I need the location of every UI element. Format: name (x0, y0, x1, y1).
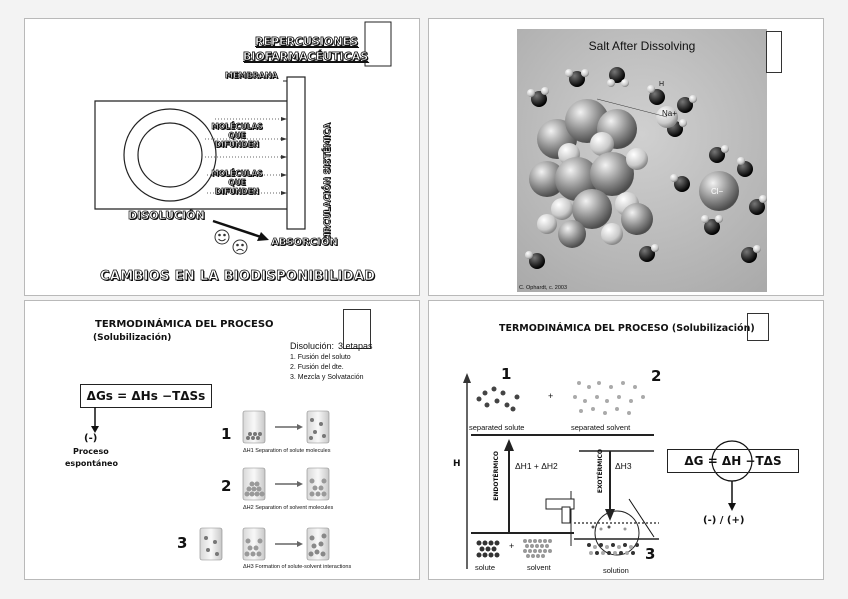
happy-face-icon (215, 230, 229, 244)
step-2: 2. Fusión del dte. (290, 364, 344, 371)
endotermico-label: ENDOTÉRMICO (493, 451, 500, 501)
slide1-footer: CAMBIOS EN LA BIODISPONIBILIDAD (100, 269, 376, 284)
salt-molecules-illustration (517, 29, 767, 292)
proceso-label: Proceso (73, 447, 109, 456)
circulacion-label: CIRCULACIÓN SISTÉMICA (323, 123, 333, 243)
moleculas-label-2: MOLÉCULAS QUE DIFUNDEN (211, 169, 263, 196)
delta-h3-label: ΔH3 (615, 461, 632, 471)
gibbs-equation-box: ΔGs = ΔHs −TΔSs (80, 384, 212, 408)
solvent-label: solvent (527, 563, 551, 572)
hydrogen-label: H (659, 81, 665, 88)
plus-sign-top: + (548, 391, 554, 401)
plus-sign-bottom: + (509, 541, 515, 551)
solute-label: solute (475, 563, 496, 572)
enthalpy-diagram (429, 301, 824, 580)
slide2-title: Salt After Dissolving (588, 39, 696, 53)
beaker-row-1 (243, 411, 329, 443)
separated-solute-label: separated solute (469, 423, 525, 432)
membrana-label: MEMBRANA (225, 71, 278, 80)
sad-face-icon (233, 240, 247, 254)
row-number-2: 2 (221, 477, 232, 495)
slide3-title: TERMODINÁMICA DEL PROCESO (95, 319, 274, 330)
absorcion-label: ABSORCIÓN (271, 237, 338, 248)
arrow-down-icon (90, 407, 100, 433)
stage-number-3: 3 (645, 545, 656, 563)
solution-label: solution (603, 566, 629, 575)
espontaneo-label: espontáneo (65, 459, 118, 468)
cl-ion-label: Cl− (711, 187, 724, 196)
slide-salt-dissolving[interactable] (428, 18, 824, 296)
disolucion-label: DISOLUCIÓN (128, 209, 205, 222)
row-caption-2: ΔH2 Separation of solvent molecules (243, 505, 334, 511)
slide4-title: TERMODINÁMICA DEL PROCESO (Solubilización) (499, 323, 755, 334)
negative-sign: (-) (84, 433, 98, 444)
beaker-row-3 (200, 528, 329, 560)
step-3: 3. Mezcla y Solvatación (290, 374, 364, 381)
beaker-row-2 (243, 468, 329, 500)
row-caption-1: ΔH1 Separation of solute molecules (243, 448, 331, 454)
slide-termodinamica-2[interactable] (428, 300, 824, 580)
slide2-credit: C. Ophardt, c. 2003 (519, 285, 567, 291)
slide2-corner-box (766, 31, 782, 73)
stage-number-2: 2 (651, 367, 662, 385)
na-ion-label: Na+ (662, 109, 677, 118)
etapas-label: 3 etapas (338, 341, 373, 351)
row-number-1: 1 (221, 425, 232, 443)
moleculas-label-1: MOLÉCULAS QUE DIFUNDEN (211, 122, 263, 149)
delta-h12-label: ΔH1 + ΔH2 (515, 461, 558, 471)
stage-number-1: 1 (501, 365, 512, 383)
slide1-title-line1: REPERCUSIONES (255, 35, 359, 48)
enthalpy-axis-label: H (453, 459, 461, 469)
gibbs-equation-box: ΔG = ΔH −TΔS (667, 449, 799, 473)
exotermico-label: EXOTÉRMICO (597, 449, 604, 494)
slide3-subtitle: (Solubilización) (93, 333, 172, 343)
step-1: 1. Fusión del soluto (290, 354, 351, 361)
separated-solvent-label: separated solvent (571, 423, 631, 432)
row-number-3: 3 (177, 534, 188, 552)
slide-termodinamica-1[interactable] (24, 300, 420, 580)
disolucion-label: Disolución: (290, 341, 335, 351)
slide1-title-line2: BIOFARMACÉUTICAS (243, 50, 369, 63)
slide-biofarmaceuticas[interactable] (24, 18, 420, 296)
row-caption-3: ΔH3 Formation of solute-solvent interactions (243, 564, 352, 570)
sign-outcome: (-) / (+) (703, 515, 745, 526)
